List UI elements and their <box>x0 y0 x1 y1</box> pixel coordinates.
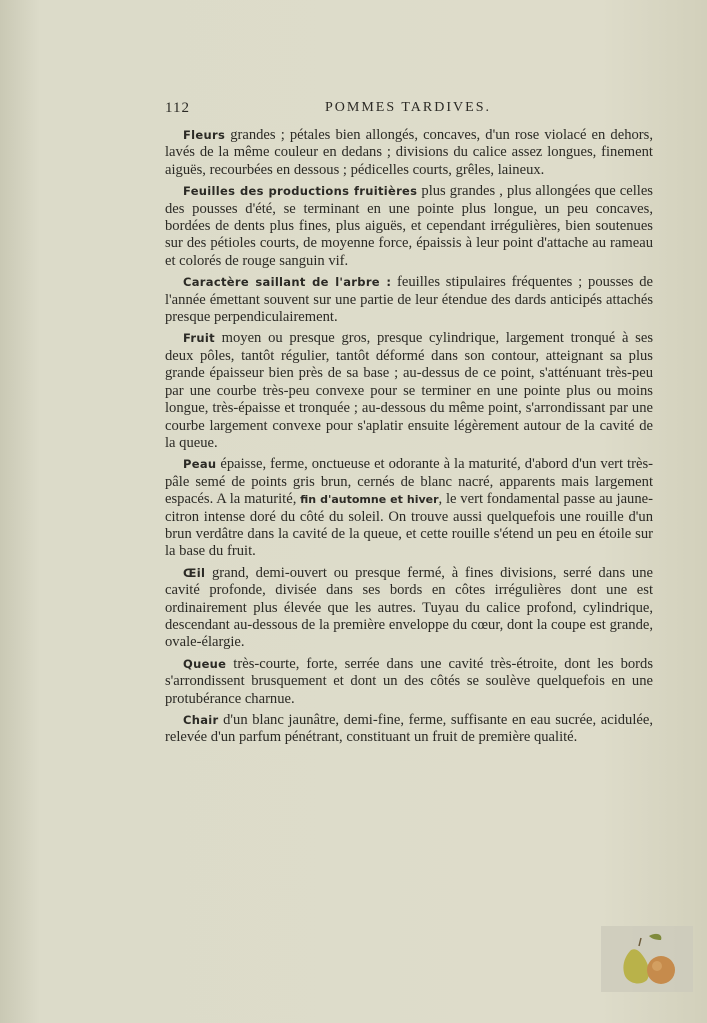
paragraph-text: , le vert fondamental passe au jaune-citron intense doré du côté du soleil. On trouve aussi quelquefois une rouille d'un brun verdâtre dans la cavité de la queue, et cette rouille s'étend un peu en étoile sur la base du fruit. <box>165 491 653 560</box>
paragraph-text: épaisse, ferme, onctueuse et odorante à la maturité, d'abord d'un vert très-pâle semé de points gris brun, cernés de blanc nacré, apparents mais largement espacés. A la maturité, <box>165 456 653 508</box>
body-text <box>165 127 653 751</box>
paragraph-queue <box>165 656 653 708</box>
page-header <box>165 100 652 120</box>
lead-term: Feuilles des productions fruitières <box>183 184 418 199</box>
lead-term: Fleurs <box>183 128 226 142</box>
paragraph-caractere <box>165 274 653 326</box>
lead-term: Œil <box>183 565 206 580</box>
paragraph-feuilles <box>165 183 653 270</box>
paragraph-peau <box>165 456 653 560</box>
paragraph-oeil <box>165 565 653 652</box>
paragraph-text: très-courte, forte, serrée dans une cavité très-étroite, dont les bords s'arrondissent brusquement et dont un des côtés se soulève quelquefois en une protubérance charnue. <box>165 655 653 707</box>
paragraph-text: moyen ou presque gros, presque cylindrique, largement tronqué à ses deux pôles, tantôt régulier, tantôt déformé dans son contour, atteignant sa plus grande épaisseur bien près de sa base ; au-dessus de ce point, s'atténuant très-peu par une courbe très-peu convexe pour se terminer en une pointe plus ou moins longue, très-épaisse et tronquée ; au-dessous du même point, s'arrondissant par une courbe largement convexe pour s'aplatir ensuite légèrement autour de la cavité de la queue. <box>165 330 653 451</box>
lead-term: Peau <box>183 457 217 472</box>
paragraph-text: feuilles stipulaires fréquentes ; pousses de l'année émettant souvent sur une partie de leur étendue des dards anticipés attachés presque perpendiculairement. <box>165 274 654 326</box>
season-term: fin d'automne et hiver <box>300 493 439 507</box>
lead-term: Fruit <box>183 331 215 346</box>
lead-term: Chair <box>183 713 219 727</box>
lead-term: Caractère saillant de l'arbre : <box>183 275 392 290</box>
page-number: 112 <box>165 100 190 116</box>
paragraph-text: plus grandes , plus allongées que celles des pousses d'été, se terminant en une pointe plus longue, un peu concaves, bordées de dents plus fines, plus aiguës, et cependant irrégulières, bien soutenues sur des pétioles courts, de moyenne force, épaissis à leur point d'attache au rameau et colorés de rouge sanguin vif. <box>165 183 653 269</box>
paragraph-text: grandes ; pétales bien allongés, concaves, d'un rose violacé en dehors, lavés de la même couleur en dedans ; divisions du calice assez longues, finement aiguës, recourbées en dessous ; pédicelles courts, grêles, laineux. <box>165 127 653 178</box>
paragraph-fruit <box>165 330 653 452</box>
running-title: POMMES TARDIVES. <box>325 100 491 115</box>
paragraph-text: d'un blanc jaunâtre, demi-fine, ferme, suffisante en eau sucrée, acidulée, relevée d'un parfum pénétrant, constituant un fruit de première qualité. <box>165 712 653 746</box>
paragraph-text: grand, demi-ouvert ou presque fermé, à fines divisions, serré dans une cavité profonde, divisée dans ses bords en côtes irrégulières dont une est ordinairement plus élevée que les autres. Tuyau du calice profond, cylindrique, descendant au-dessous de la première enveloppe du cœur, dont la coupe est grande, ovale-élargie. <box>165 564 653 651</box>
paragraph-chair <box>165 712 653 747</box>
fruit-watermark-icon <box>601 926 693 992</box>
paragraph-fleurs <box>165 127 653 179</box>
lead-term: Queue <box>183 656 227 671</box>
